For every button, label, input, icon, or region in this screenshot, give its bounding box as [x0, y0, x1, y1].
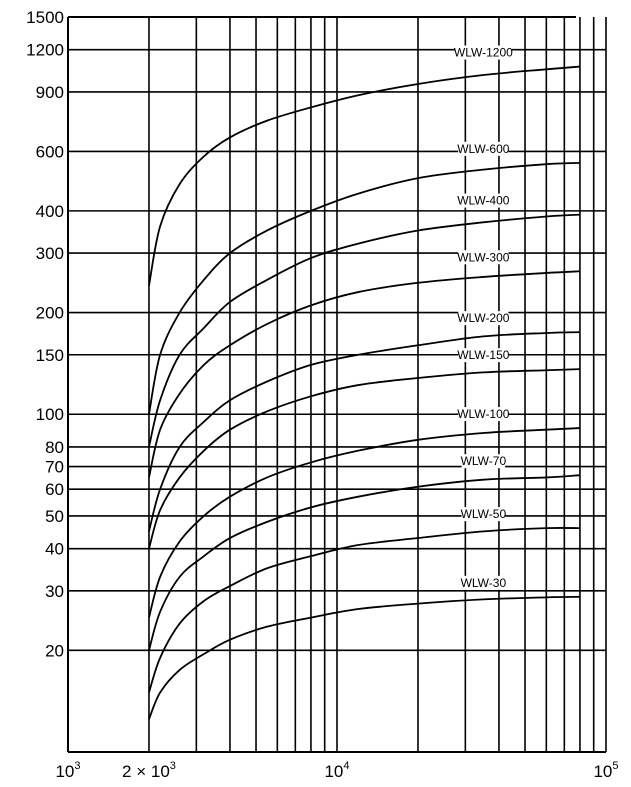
- y-tick-label: 100: [35, 405, 64, 425]
- series-label-wlw-400: WLW-400: [457, 193, 510, 208]
- series-labels: [454, 46, 513, 590]
- y-tick-label: 80: [45, 437, 64, 457]
- series-label-wlw-300: WLW-300: [457, 250, 510, 265]
- series-label-wlw-100: WLW-100: [457, 407, 510, 422]
- series-lines: [149, 67, 580, 720]
- y-tick-label: 300: [35, 244, 64, 264]
- x-tick-label: $10^3$: [55, 760, 81, 781]
- y-tick-label: 50: [45, 506, 64, 526]
- y-tick-label: 70: [45, 457, 64, 477]
- y-tick-label: 30: [45, 581, 64, 601]
- series-line-wlw-50: [149, 528, 580, 693]
- series-label-wlw-600: WLW-600: [457, 141, 510, 156]
- y-tick-label: 60: [45, 480, 64, 500]
- series-label-wlw-1200: WLW-1200: [453, 45, 513, 60]
- series-line-wlw-100: [149, 428, 580, 618]
- x-gridlines: [149, 17, 606, 752]
- y-tick-label: 1200: [26, 40, 64, 60]
- y-tick-label: 900: [35, 82, 64, 102]
- y-tick-label: 40: [45, 539, 64, 559]
- x-tick-labels: [55, 760, 618, 781]
- y-tick-label: 1500: [26, 8, 64, 27]
- x-tick-label: $2 \times 10^3$: [122, 760, 176, 781]
- series-label-wlw-30: WLW-30: [460, 575, 507, 590]
- series-label-wlw-200: WLW-200: [457, 311, 510, 326]
- series-line-wlw-600: [149, 163, 580, 414]
- series-line-wlw-150: [149, 369, 580, 549]
- x-tick-label: $10^4$: [324, 760, 350, 781]
- series-label-wlw-70: WLW-70: [460, 454, 507, 469]
- y-tick-label: 600: [35, 142, 64, 162]
- y-tick-label: 150: [35, 345, 64, 365]
- y-tick-label: 200: [35, 303, 64, 323]
- series-label-wlw-50: WLW-50: [460, 507, 507, 522]
- series-label-wlw-150: WLW-150: [457, 348, 510, 363]
- y-tick-label: 400: [35, 201, 64, 221]
- series-line-wlw-70: [149, 475, 580, 650]
- series-line-wlw-30: [149, 597, 580, 719]
- x-tick-label: $10^5$: [593, 760, 619, 781]
- y-tick-label: 20: [45, 641, 64, 661]
- y-tick-labels: [26, 8, 64, 660]
